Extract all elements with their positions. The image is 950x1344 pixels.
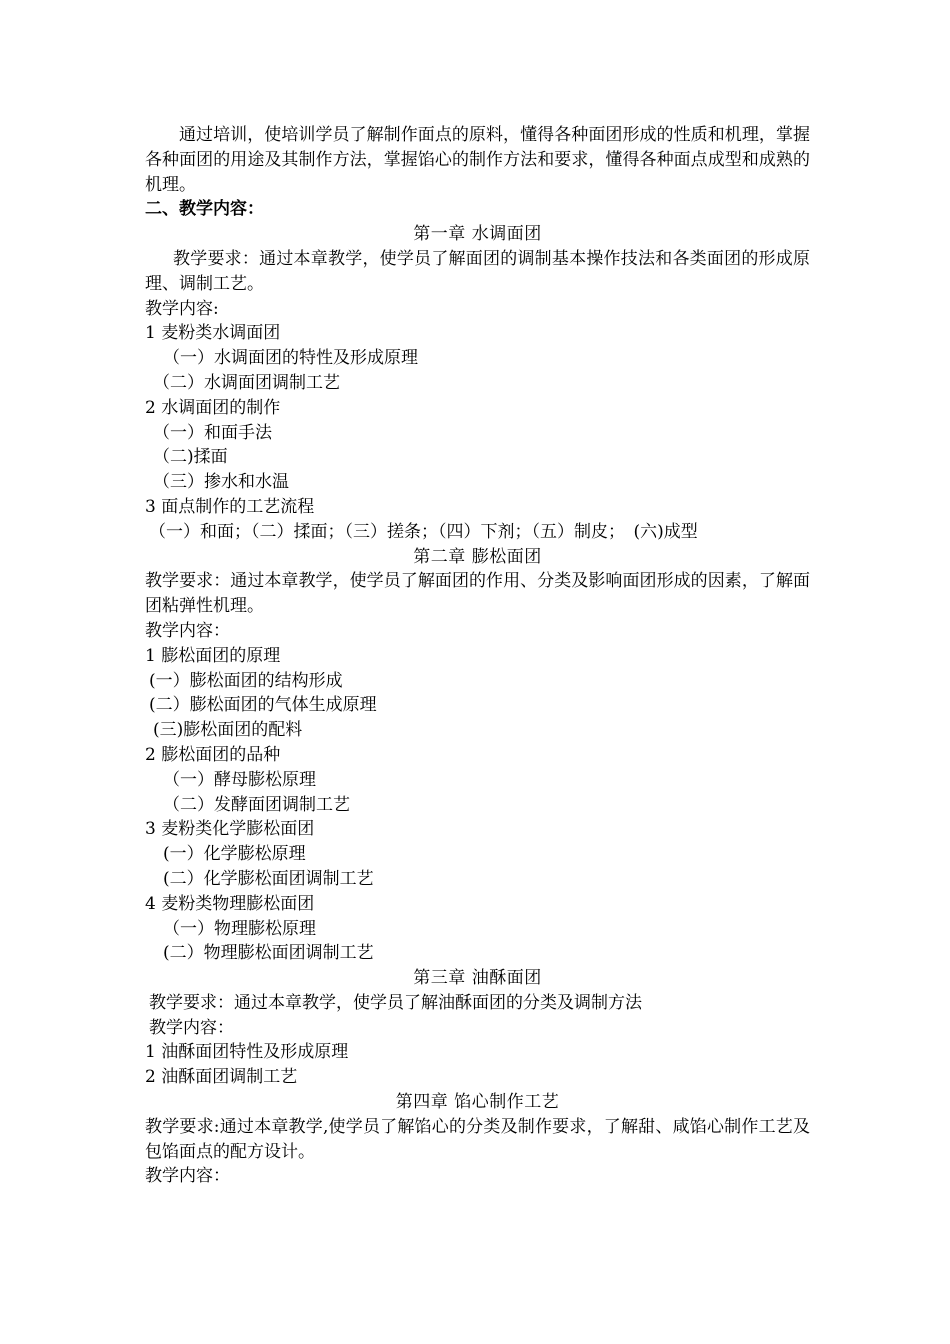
document-page xyxy=(145,123,810,1189)
chapter-3-title: 第三章 油酥面团 xyxy=(413,968,542,989)
chapter-2-requirement: 教学要求：通过本章教学，使学员了解面团的作用、分类及影响面团形成的因素，了解面团粘弹性机理。 xyxy=(145,571,810,617)
chapter-2-title: 第二章 膨松面团 xyxy=(413,546,542,567)
chapter-1-item: （二）水调面团调制工艺 xyxy=(153,372,340,393)
chapter-4-title: 第四章 馅心制作工艺 xyxy=(395,1092,560,1113)
chapter-1-item: 2 水调面团的制作 xyxy=(145,397,281,418)
chapter-1-item: （三）掺水和水温 xyxy=(153,472,289,493)
chapter-2-item: (二）物理膨松面团调制工艺 xyxy=(163,943,374,964)
chapter-1-item: （一）水调面团的特性及形成原理 xyxy=(163,348,418,369)
chapter-1-item: （二)揉面 xyxy=(153,447,228,468)
chapter-2-item: （二）发酵面团调制工艺 xyxy=(163,794,350,815)
chapter-2-item: (三)膨松面团的配料 xyxy=(153,720,303,741)
chapter-2-item: 4 麦粉类物理膨松面团 xyxy=(145,893,315,914)
chapter-2-item: (二）化学膨松面团调制工艺 xyxy=(163,868,374,889)
chapter-2-content-label: 教学内容： xyxy=(145,620,230,641)
intro-paragraph: 通过培训，使培训学员了解制作面点的原料，懂得各种面团形成的性质和机理，掌握各种面团的用途及其制作方法，掌握馅心的制作方法和要求，懂得各种面点成型和成熟的机理。 xyxy=(145,125,810,195)
chapter-2-item: （一）物理膨松原理 xyxy=(163,918,316,939)
chapter-1-process-steps: （一）和面；（二）揉面；（三）搓条；（四）下剂；（五）制皮； (六)成型 xyxy=(149,521,698,542)
chapter-1-requirement: 教学要求：通过本章教学，使学员了解面团的调制基本操作技法和各类面团的形成原理、调制工艺。 xyxy=(145,248,810,294)
chapter-2-item: 2 膨松面团的品种 xyxy=(145,744,281,765)
chapter-2-item: (一）化学膨松原理 xyxy=(163,844,306,865)
chapter-3-content-label: 教学内容： xyxy=(149,1017,234,1038)
chapter-2-item: 1 膨松面团的原理 xyxy=(145,645,281,666)
chapter-2-item: 3 麦粉类化学膨松面团 xyxy=(145,819,315,840)
chapter-1-title: 第一章 水调面团 xyxy=(413,224,542,245)
chapter-1-item: （一）和面手法 xyxy=(153,422,272,443)
section-heading: 二、教学内容： xyxy=(145,199,264,220)
chapter-1-item: 3 面点制作的工艺流程 xyxy=(145,496,315,517)
chapter-3-requirement: 教学要求：通过本章教学，使学员了解油酥面团的分类及调制方法 xyxy=(149,992,642,1013)
chapter-2-item: (二）膨松面团的气体生成原理 xyxy=(149,695,377,716)
chapter-2-item: (一）膨松面团的结构形成 xyxy=(149,670,343,691)
chapter-3-item: 2 油酥面团调制工艺 xyxy=(145,1067,298,1088)
chapter-1-item: 1 麦粉类水调面团 xyxy=(145,323,281,344)
chapter-1-content-label: 教学内容: xyxy=(145,298,219,319)
chapter-4-content-label: 教学内容： xyxy=(145,1166,230,1187)
chapter-2-item: （一）酵母膨松原理 xyxy=(163,769,316,790)
chapter-4-requirement: 教学要求:通过本章教学,使学员了解馅心的分类及制作要求，了解甜、咸馅心制作工艺及包馅面点的配方设计。 xyxy=(145,1116,810,1162)
chapter-3-item: 1 油酥面团特性及形成原理 xyxy=(145,1042,349,1063)
